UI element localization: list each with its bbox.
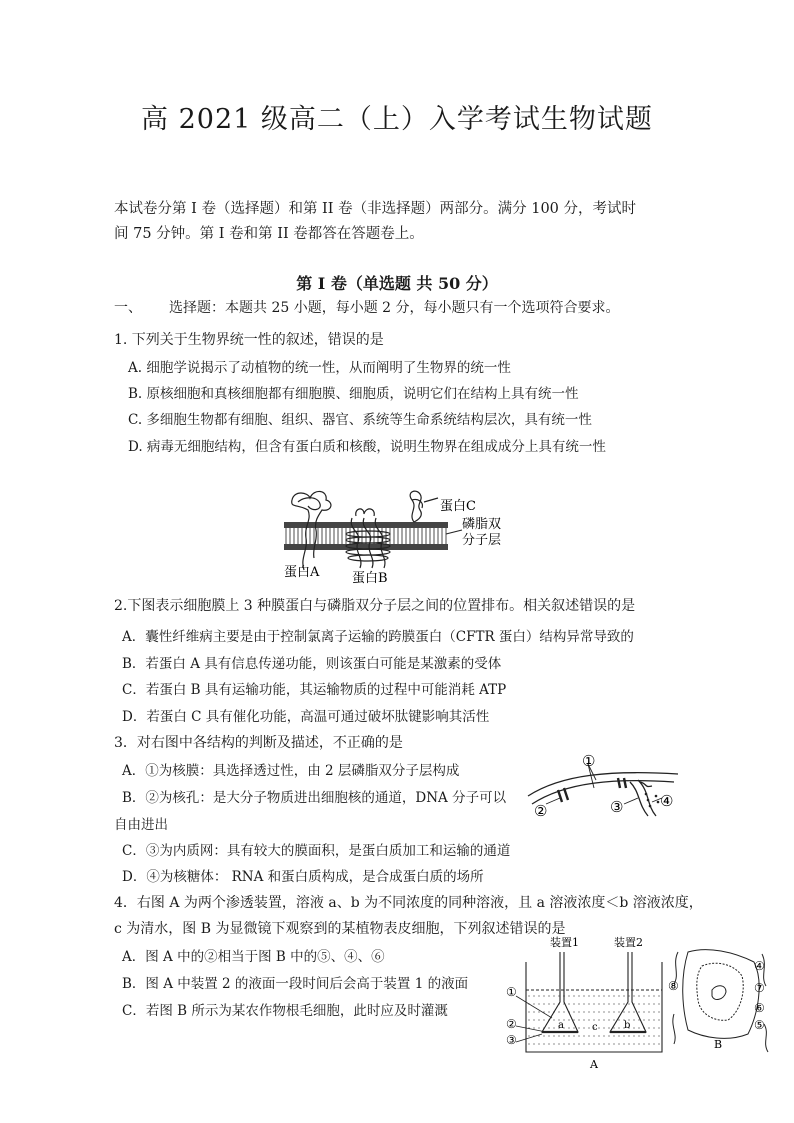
intro-line-1: 本试卷分第 I 卷（选择题）和第 II 卷（非选择题）两部分。满分 100 分，考试时	[114, 201, 637, 217]
label-protein-b: 蛋白B	[352, 571, 388, 586]
bilayer-pointer	[446, 530, 462, 534]
q3-option-a[interactable]: A．①为核膜：具选择透过性，由 2 层磷脂双分子层构成	[122, 763, 460, 779]
q4-stem-line-1: 4．右图 A 为两个渗透装置，溶液 a、b 为不同浓度的同种溶液，且 a 溶液浓度＜b 溶液浓度，	[114, 895, 703, 911]
q4-option-c[interactable]: C．若图 B 所示为某农作物根毛细胞，此时应及时灌溉	[122, 1003, 448, 1019]
q2-option-b[interactable]: B．若蛋白 A 具有信息传递功能，则该蛋白可能是某激素的受体	[122, 656, 502, 672]
device-1-label: 装置1	[550, 936, 579, 949]
membrane-protein-figure	[278, 478, 528, 588]
figure-a-label-1: ①	[506, 985, 517, 999]
q2-option-d[interactable]: D．若蛋白 C 具有催化功能，高温可通过破坏肽键影响其活性	[122, 709, 490, 725]
figure-a-label-2: ②	[506, 1017, 517, 1031]
solution-a-label: a	[558, 1020, 564, 1031]
nucleus-label-3: ③	[610, 798, 624, 816]
q1-option-c[interactable]: C. 多细胞生物都有细胞、组织、器官、系统等生命系统结构层次，具有统一性	[128, 412, 592, 428]
figure-b-label-7: ⑦	[754, 981, 765, 995]
q2-option-c[interactable]: C．若蛋白 B 具有运输功能，其运输物质的过程中可能消耗 ATP	[122, 682, 507, 698]
page-title: 高 2021 级高二（上）入学考试生物试题	[141, 104, 653, 135]
nucleus-label-1: ①	[582, 752, 596, 770]
nuclear-membrane-outer	[528, 773, 678, 796]
q1-option-b[interactable]: B. 原核细胞和真核细胞都有细胞膜、细胞质，说明它们在结构上具有统一性	[128, 386, 579, 402]
nucleus-structure-figure	[522, 752, 682, 832]
phospholipid-bilayer	[284, 522, 448, 550]
q1-option-a[interactable]: A. 细胞学说揭示了动植物的统一性，从而阐明了生物界的统一性	[128, 360, 511, 376]
endoplasmic-reticulum	[630, 780, 656, 816]
section-title: 第 I 卷（单选题 共 50 分）	[296, 274, 498, 293]
figure-b-label-6: ⑥	[754, 1001, 765, 1015]
label-protein-a: 蛋白A	[284, 565, 320, 580]
figure-b-label-5: ⑤	[754, 1018, 765, 1032]
part-heading-text: 选择题：本题共 25 小题，每小题 2 分，每小题只有一个选项符合要求。	[169, 300, 620, 316]
device-2-label: 装置2	[614, 936, 643, 949]
q1-stem: 1. 下列关于生物界统一性的叙述，错误的是	[114, 332, 384, 348]
nucleus-label-2: ②	[534, 802, 548, 820]
label-bilayer-line-2: 分子层	[462, 533, 502, 548]
q2-option-a[interactable]: A．囊性纤维病主要是由于控制氯离子运输的跨膜蛋白（CFTR 蛋白）结构异常导致的	[122, 629, 634, 645]
q3-option-c[interactable]: C．③为内质网：具有较大的膜面积，是蛋白质加工和运输的通道	[122, 843, 511, 859]
solution-b-label: b	[624, 1020, 631, 1031]
nucleus-label-4: ④	[660, 792, 674, 810]
q3-stem: 3．对右图中各结构的判断及描述，不正确的是	[114, 735, 403, 751]
protein-c-shape	[410, 491, 438, 522]
figure-b-label-8: ⑧	[668, 979, 679, 993]
protein-a-shape	[292, 491, 331, 570]
osmosis-figure	[502, 934, 778, 1074]
q2-stem: 2.下图表示细胞膜上 3 种膜蛋白与磷脂双分子层之间的位置排布。相关叙述错误的是	[114, 598, 636, 614]
figure-b-label-4: ④	[754, 959, 765, 973]
clear-water-label: c	[592, 1022, 598, 1033]
q3-option-b[interactable]: B．②为核孔：是大分子物质进出细胞核的通道，DNA 分子可以	[122, 790, 507, 806]
q4-option-a[interactable]: A．图 A 中的②相当于图 B 中的⑤、④、⑥	[122, 949, 385, 965]
label-bilayer-line-1: 磷脂双	[462, 517, 502, 532]
q4-option-b[interactable]: B．图 A 中装置 2 的液面一段时间后会高于装置 1 的液面	[122, 976, 469, 992]
nuclear-pore-2	[618, 778, 626, 788]
intro-line-2: 间 75 分钟。第 I 卷和第 II 卷都答在答题卷上。	[114, 226, 424, 242]
q3-option-d[interactable]: D．④为核糖体： RNA 和蛋白质构成，是合成蛋白质的场所	[122, 869, 484, 885]
protein-b-shape	[346, 509, 390, 568]
part-heading-number: 一、	[114, 300, 142, 316]
q4-stem-line-2: c 为清水，图 B 为显微镜下观察到的某植物表皮细胞，下列叙述错误的是	[114, 921, 566, 937]
figure-b-caption: B	[714, 1038, 723, 1051]
q3-option-b-continued: 自由进出	[114, 817, 168, 833]
figure-a-caption: A	[590, 1058, 598, 1071]
figure-a-label-3: ③	[506, 1033, 517, 1047]
label-protein-c: 蛋白C	[440, 499, 476, 514]
osmosis-device-a	[516, 952, 662, 1052]
q1-option-d[interactable]: D. 病毒无细胞结构，但含有蛋白质和核酸，说明生物界在组成成分上具有统一性	[128, 439, 606, 455]
